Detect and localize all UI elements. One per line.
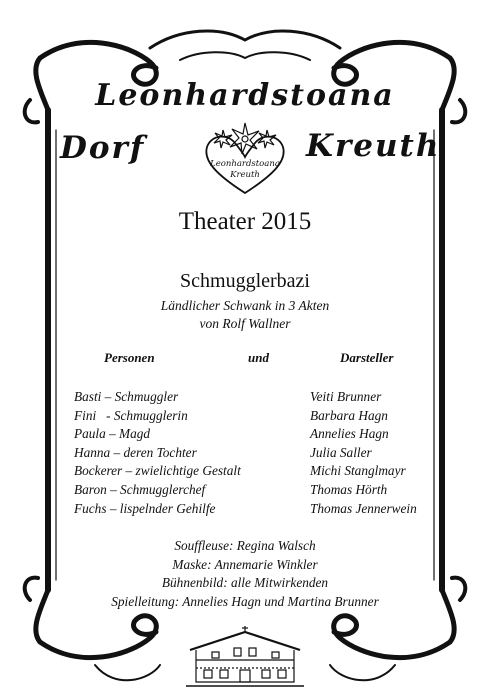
actor-item: Michi Stanglmayr bbox=[310, 463, 406, 479]
actor-item: Barbara Hagn bbox=[310, 407, 388, 423]
role-item: Hanna – deren Tochter bbox=[74, 444, 197, 460]
actor-item: Veiti Brunner bbox=[310, 389, 382, 404]
play-author: von Rolf Wallner bbox=[199, 316, 291, 331]
location-left: Dorf bbox=[60, 130, 146, 166]
edelweiss-heart-emblem bbox=[197, 117, 293, 197]
role-item: Baron – Schmugglerchef bbox=[74, 481, 206, 497]
role-item: Basti – Schmuggler bbox=[74, 389, 179, 404]
role-item: Fini - Schmugglerin bbox=[74, 407, 188, 423]
role-item: Bockerer – zwielichtige Gestalt bbox=[74, 463, 241, 479]
roles-list bbox=[74, 388, 241, 518]
emblem-text-top: Leonhardstoana bbox=[210, 159, 280, 169]
play-title: Schmugglerbazi bbox=[180, 270, 310, 292]
farmhouse-illustration bbox=[186, 624, 304, 688]
event-title: Theater 2015 bbox=[178, 208, 312, 235]
credit-makeup: Maske: Annemarie Winkler bbox=[172, 556, 318, 572]
and-heading: und bbox=[248, 350, 269, 365]
credits bbox=[0, 537, 490, 611]
role-item: Fuchs – lispelnder Gehilfe bbox=[74, 500, 216, 516]
actor-item: Thomas Jennerwein bbox=[310, 500, 417, 516]
play-subtitle: Ländlicher Schwank in 3 Akten bbox=[160, 298, 330, 313]
credit-prompter: Souffleuse: Regina Walsch bbox=[174, 538, 316, 553]
role-item: Paula – Magd bbox=[74, 426, 151, 442]
location-right: Kreuth bbox=[306, 128, 441, 164]
emblem-text-bottom: Kreuth bbox=[230, 170, 260, 180]
actor-item: Annelies Hagn bbox=[310, 426, 389, 442]
actors-heading: Darsteller bbox=[340, 350, 394, 365]
actors-list bbox=[310, 388, 417, 518]
troupe-name: Leonhardstoana bbox=[95, 78, 395, 113]
roles-heading: Personen bbox=[104, 350, 155, 365]
credit-direction: Spielleitung: Annelies Hagn und Martina Brunner bbox=[111, 593, 379, 609]
credit-stage-design: Bühnenbild: alle Mitwirkenden bbox=[161, 575, 329, 591]
actor-item: Julia Saller bbox=[310, 444, 372, 460]
actor-item: Thomas Hörth bbox=[310, 481, 388, 497]
